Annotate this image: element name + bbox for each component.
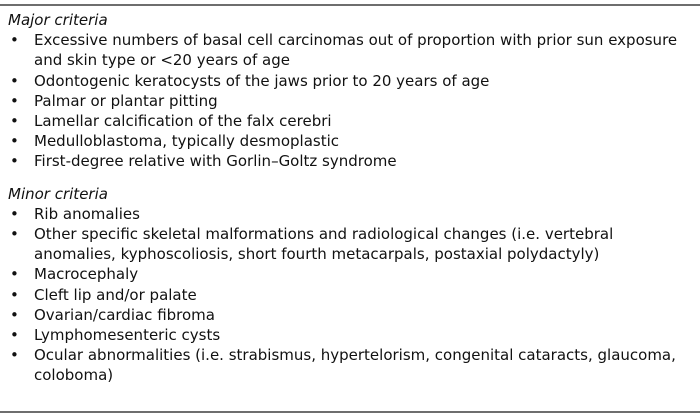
list-item bbox=[8, 71, 692, 91]
list-item bbox=[8, 111, 692, 131]
bullet-icon: • bbox=[10, 305, 19, 324]
minor-criteria-heading: Minor criteria bbox=[8, 184, 108, 203]
list-item-text: First-degree relative with Gorlin–Goltz syndrome bbox=[34, 152, 397, 171]
list-item-text: Lamellar calcification of the falx cerebri bbox=[34, 112, 332, 131]
list-item bbox=[8, 305, 692, 325]
list-item-text: Excessive numbers of basal cell carcinomas out of proportion with prior sun exposure and skin type or <20 years of age bbox=[34, 31, 678, 70]
list-item-text: Cleft lip and/or palate bbox=[34, 285, 197, 304]
list-item bbox=[8, 131, 692, 151]
bullet-icon: • bbox=[10, 71, 19, 90]
list-item-text: Medulloblastoma, typically desmoplastic bbox=[34, 132, 340, 151]
major-criteria-section bbox=[8, 10, 692, 172]
list-item bbox=[8, 345, 692, 385]
minor-criteria-list bbox=[8, 204, 692, 386]
list-item-text: Rib anomalies bbox=[34, 204, 140, 223]
list-item-text: Macrocephaly bbox=[34, 265, 139, 284]
list-item bbox=[8, 325, 692, 345]
bullet-icon: • bbox=[10, 265, 19, 284]
bullet-icon: • bbox=[10, 31, 19, 50]
bullet-icon: • bbox=[10, 91, 19, 110]
bullet-icon: • bbox=[10, 346, 19, 365]
major-criteria-list bbox=[8, 30, 692, 171]
list-item bbox=[8, 264, 692, 284]
list-item-text: Ocular abnormalities (i.e. strabismus, hypertelorism, congenital cataracts, glaucoma, coloboma) bbox=[34, 346, 676, 385]
bullet-icon: • bbox=[10, 326, 19, 345]
list-item bbox=[8, 91, 692, 111]
major-criteria-heading: Major criteria bbox=[8, 11, 108, 29]
list-item-text: Other specific skeletal malformations and radiological changes (i.e. vertebral anomalies, kyphoscoliosis, short fourth metacarpals, postaxial polydactyly) bbox=[34, 225, 614, 264]
list-item-text: Palmar or plantar pitting bbox=[34, 91, 218, 110]
bullet-icon: • bbox=[10, 132, 19, 151]
list-item-text: Odontogenic keratocysts of the jaws prior to 20 years of age bbox=[34, 71, 490, 90]
list-item bbox=[8, 285, 692, 305]
list-item bbox=[8, 224, 692, 264]
bullet-icon: • bbox=[10, 204, 19, 223]
list-item-text: Lymphomesenteric cysts bbox=[34, 326, 221, 345]
bullet-icon: • bbox=[10, 285, 19, 304]
minor-criteria-section bbox=[8, 184, 692, 386]
criteria-table bbox=[8, 10, 692, 386]
list-item bbox=[8, 151, 692, 171]
table-bottom-rule bbox=[0, 411, 700, 413]
bullet-icon: • bbox=[10, 112, 19, 131]
list-item bbox=[8, 204, 692, 224]
table-top-rule bbox=[0, 4, 700, 6]
bullet-icon: • bbox=[10, 152, 19, 171]
bullet-icon: • bbox=[10, 225, 19, 244]
list-item-text: Ovarian/cardiac fibroma bbox=[34, 305, 215, 324]
list-item bbox=[8, 30, 692, 70]
